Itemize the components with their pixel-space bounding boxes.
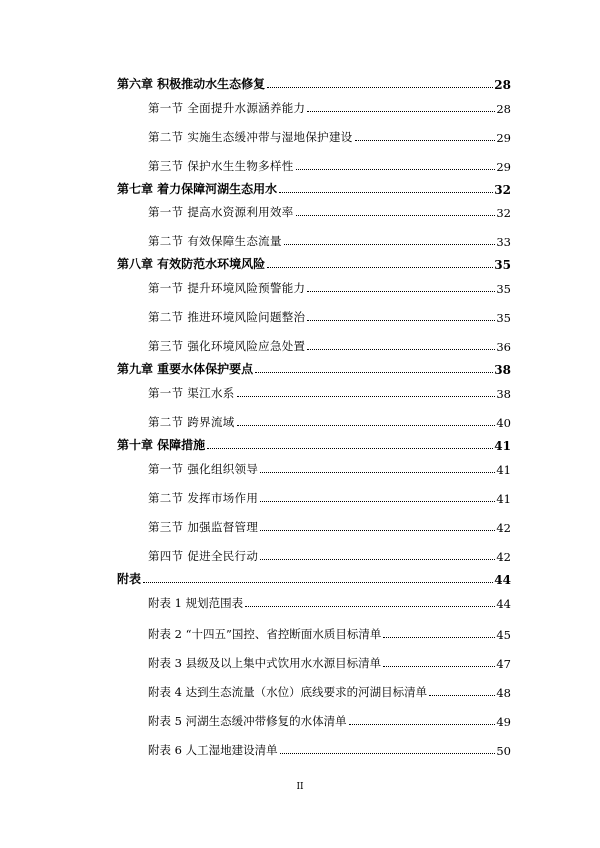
toc-title: 附表 6 人工湿地建设清单 xyxy=(148,743,278,757)
toc-page-number: 29 xyxy=(496,160,511,174)
toc-title: 附表 4 达到生态流量（水位）底线要求的河湖目标清单 xyxy=(148,685,428,699)
toc-appendix[interactable] xyxy=(148,682,511,700)
toc-page-number: 35 xyxy=(496,282,511,296)
toc-page-number: 28 xyxy=(496,102,511,116)
toc-page-number: 32 xyxy=(494,183,511,197)
toc-title: 第七章 着力保障河湖生态用水 xyxy=(117,182,278,196)
dot-leader xyxy=(143,581,493,583)
dot-leader xyxy=(284,243,496,245)
toc-appendices[interactable] xyxy=(117,569,511,587)
toc-chapter-9[interactable] xyxy=(117,359,511,377)
toc-chapter-8[interactable] xyxy=(117,254,511,272)
toc-section[interactable] xyxy=(148,336,511,354)
toc-title: 附表 5 河湖生态缓冲带修复的水体清单 xyxy=(148,714,347,728)
dot-leader xyxy=(383,636,495,638)
toc-title: 附表 3 县级及以上集中式饮用水水源目标清单 xyxy=(148,656,382,670)
dot-leader xyxy=(280,752,496,754)
toc-section[interactable] xyxy=(148,156,511,174)
toc-appendix[interactable] xyxy=(148,593,511,611)
toc-page-number: 28 xyxy=(494,78,511,92)
dot-leader xyxy=(355,139,496,141)
toc-page-number: 41 xyxy=(496,492,511,506)
dot-leader xyxy=(260,529,495,531)
dot-leader xyxy=(307,290,495,292)
toc-appendix[interactable] xyxy=(148,653,511,671)
toc-section[interactable] xyxy=(148,278,511,296)
toc-page-number: 40 xyxy=(496,416,511,430)
toc-title: 第十章 保障措施 xyxy=(117,438,206,452)
dot-leader xyxy=(260,500,495,502)
toc-page-number: 48 xyxy=(496,686,511,700)
toc-page-number: 41 xyxy=(494,439,511,453)
toc-appendix[interactable] xyxy=(148,624,511,642)
toc-chapter-10[interactable] xyxy=(117,435,511,453)
toc-page-number: 32 xyxy=(496,206,511,220)
toc-page-number: 38 xyxy=(496,387,511,401)
toc-title: 第二节 实施生态缓冲带与湿地保护建设 xyxy=(148,130,353,144)
dot-leader xyxy=(296,168,496,170)
toc-title: 第三节 加强监督管理 xyxy=(148,520,259,534)
toc-page-number: 33 xyxy=(496,235,511,249)
toc-title: 第一节 提高水资源利用效率 xyxy=(148,205,294,219)
toc-section[interactable] xyxy=(148,488,511,506)
toc-page-number: 42 xyxy=(496,521,511,535)
toc-page-number: 49 xyxy=(496,715,511,729)
dot-leader xyxy=(307,348,495,350)
toc-appendix[interactable] xyxy=(148,740,511,758)
dot-leader xyxy=(279,191,493,193)
dot-leader xyxy=(245,605,495,607)
dot-leader xyxy=(307,110,495,112)
toc-page-number: 38 xyxy=(494,363,511,377)
toc-title: 第一节 强化组织领导 xyxy=(148,462,259,476)
dot-leader xyxy=(237,395,496,397)
toc-section[interactable] xyxy=(148,202,511,220)
toc-section[interactable] xyxy=(148,98,511,116)
toc-appendix[interactable] xyxy=(148,711,511,729)
toc-section[interactable] xyxy=(148,383,511,401)
dot-leader xyxy=(267,266,493,268)
toc-section[interactable] xyxy=(148,517,511,535)
toc-title: 第八章 有效防范水环境风险 xyxy=(117,257,266,271)
toc-title: 附表 2 “十四五”国控、省控断面水质目标清单 xyxy=(148,627,382,641)
dot-leader xyxy=(255,371,493,373)
toc-chapter-6[interactable] xyxy=(117,74,511,92)
dot-leader xyxy=(207,447,493,449)
dot-leader xyxy=(260,471,495,473)
toc-title: 第九章 重要水体保护要点 xyxy=(117,362,254,376)
toc-title: 第三节 强化环境风险应急处置 xyxy=(148,339,306,353)
toc-title: 第一节 提升环境风险预警能力 xyxy=(148,281,306,295)
toc-page-number: 29 xyxy=(496,131,511,145)
toc-title: 附表 1 规划范围表 xyxy=(148,596,244,610)
toc-page-number: 35 xyxy=(496,311,511,325)
toc-section[interactable] xyxy=(148,127,511,145)
toc-title: 第二节 发挥市场作用 xyxy=(148,491,259,505)
toc-section[interactable] xyxy=(148,412,511,430)
toc-section[interactable] xyxy=(148,231,511,249)
toc-chapter-7[interactable] xyxy=(117,179,511,197)
toc-title: 第四节 促进全民行动 xyxy=(148,549,259,563)
toc-page-number: 35 xyxy=(494,258,511,272)
dot-leader xyxy=(349,723,496,725)
toc-page-number: 41 xyxy=(496,463,511,477)
dot-leader xyxy=(296,214,496,216)
toc-section[interactable] xyxy=(148,546,511,564)
toc-section[interactable] xyxy=(148,307,511,325)
toc-title: 第一节 渠江水系 xyxy=(148,386,235,400)
dot-leader xyxy=(429,694,495,696)
toc-title: 第一节 全面提升水源涵养能力 xyxy=(148,101,306,115)
toc-section[interactable] xyxy=(148,459,511,477)
dot-leader xyxy=(237,424,496,426)
toc-title: 第二节 推进环境风险问题整治 xyxy=(148,310,306,324)
toc-title: 附表 xyxy=(117,572,142,586)
toc-title: 第二节 有效保障生态流量 xyxy=(148,234,282,248)
toc-page-number: 36 xyxy=(496,340,511,354)
dot-leader xyxy=(307,319,495,321)
dot-leader xyxy=(260,558,495,560)
toc-title: 第六章 积极推动水生态修复 xyxy=(117,77,266,91)
toc-page-number: 45 xyxy=(496,628,511,642)
toc-page-number: 44 xyxy=(494,573,511,587)
dot-leader xyxy=(383,665,495,667)
toc-title: 第二节 跨界流域 xyxy=(148,415,235,429)
page-number-footer: II xyxy=(296,782,304,792)
toc-page-number: 42 xyxy=(496,550,511,564)
dot-leader xyxy=(267,86,493,88)
toc-page-number: 50 xyxy=(496,744,511,758)
toc-title: 第三节 保护水生生物多样性 xyxy=(148,159,294,173)
toc-page-number: 44 xyxy=(496,597,511,611)
toc-page-number: 47 xyxy=(496,657,511,671)
